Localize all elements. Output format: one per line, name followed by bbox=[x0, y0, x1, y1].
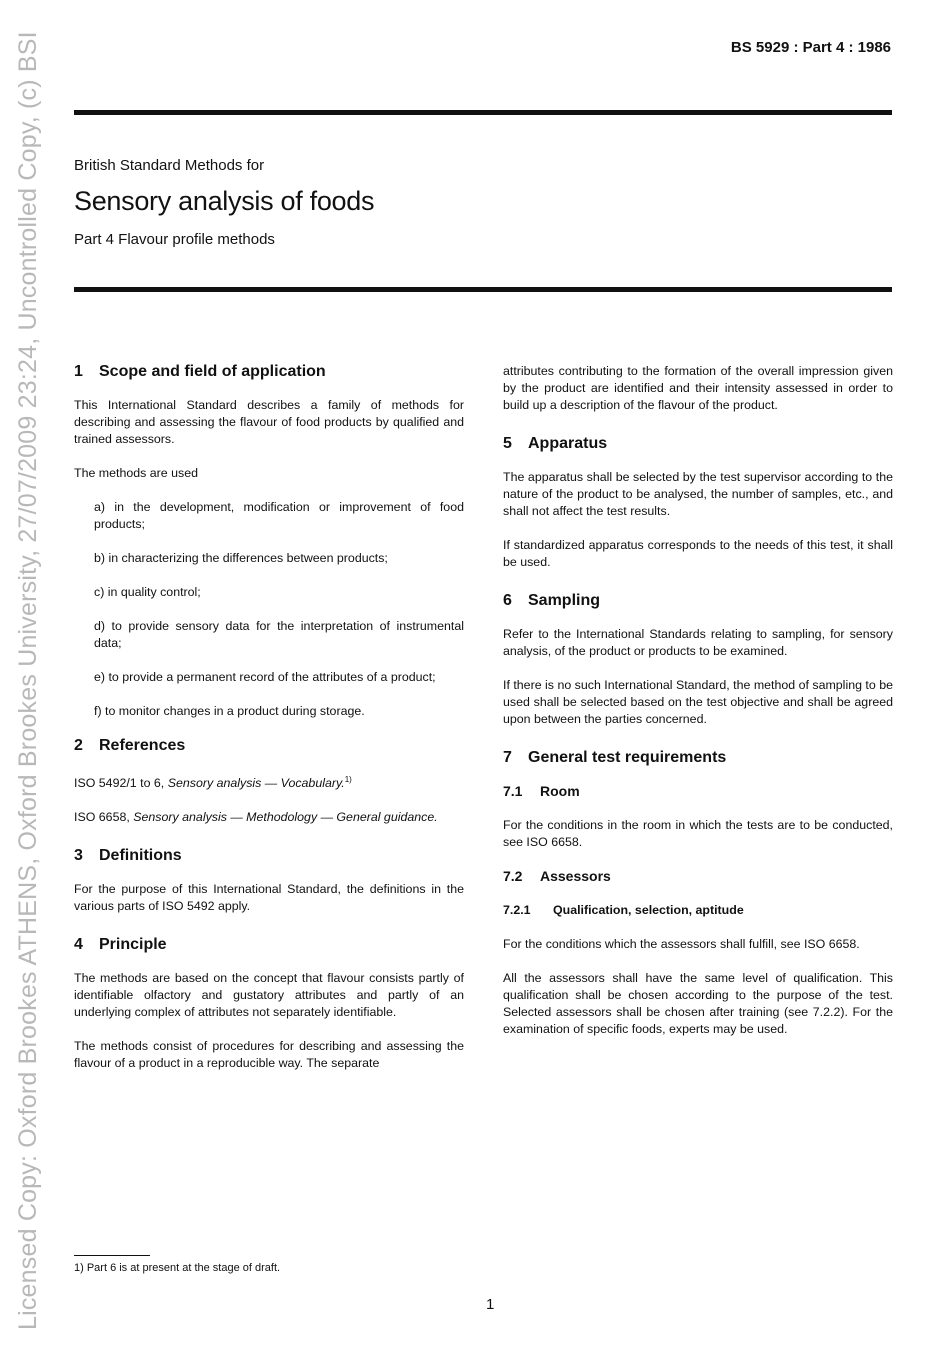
list-item: b) in characterizing the differences between products; bbox=[94, 551, 388, 565]
section-6-heading: 6 Sampling bbox=[503, 592, 601, 609]
section-3-paragraph: For the purpose of this International Standard, the definitions in the various parts of ISO 5492 apply. bbox=[74, 882, 464, 914]
section-5-paragraph-1: The apparatus shall be selected by the test supervisor according to the nature of the product to be analysed, the number of samples, etc., and shall not affect the test results. bbox=[503, 470, 893, 518]
section-4-paragraph-2-continued: attributes contributing to the formation of the overall impression given by the product are identified and their intensity assessed in order to build up a description of the flavour of the product. bbox=[503, 364, 893, 412]
standard-reference: BS 5929 : Part 4 : 1986 bbox=[730, 39, 891, 56]
section-1-intro: The methods are used bbox=[74, 466, 198, 480]
title-prefix: British Standard Methods for bbox=[74, 157, 265, 174]
list-item: a) in the development, modification or improvement of food products; bbox=[94, 500, 464, 531]
section-4-paragraph-2: The methods consist of procedures for describing and assessing the flavour of a product in a reproducible way. The separate bbox=[74, 1039, 464, 1071]
section-1-paragraph: This International Standard describes a family of methods for describing and assessing the flavour of food products by qualified and trained assessors. bbox=[74, 398, 464, 446]
section-7-2-1-paragraph-1: For the conditions which the assessors shall fulfill, see ISO 6658. bbox=[503, 937, 860, 951]
section-4-heading: 4 Principle bbox=[74, 936, 167, 954]
footnote: 1) Part 6 is at present at the stage of draft. bbox=[74, 1262, 281, 1274]
section-5-heading: 5 Apparatus bbox=[503, 435, 608, 452]
list-item: c) in quality control; bbox=[94, 585, 201, 599]
section-4-paragraph-1: The methods are based on the concept that flavour consists partly of identifiable olfactory and gustatory attributes and partly of an underlying complex of attributes not separately identifiable. bbox=[74, 971, 464, 1020]
section-7-1-heading: 7.1 Room bbox=[503, 783, 580, 799]
page-number: 1 bbox=[486, 1296, 495, 1313]
section-3-heading: 3 Definitions bbox=[74, 847, 182, 865]
section-2-heading: 2 References bbox=[74, 737, 186, 754]
section-5-paragraph-2: If standardized apparatus corresponds to the needs of this test, it shall be used. bbox=[503, 538, 893, 569]
top-rule bbox=[74, 110, 892, 115]
list-item: d) to provide sensory data for the interpretation of instrumental data; bbox=[94, 619, 464, 650]
reference-iso-6658: ISO 6658, Sensory analysis — Methodology — General guidance. bbox=[74, 810, 438, 825]
left-column bbox=[74, 363, 464, 1089]
list-item: f) to monitor changes in a product during storage. bbox=[94, 704, 365, 718]
document-subtitle: Part 4 Flavour profile methods bbox=[74, 231, 275, 248]
title-block bbox=[74, 157, 874, 248]
title-bottom-rule bbox=[74, 287, 892, 292]
footnote-rule bbox=[74, 1255, 150, 1256]
section-7-2-1-paragraph-2: All the assessors shall have the same level of qualification. This qualification shall be chosen according to the purpose of the test. Selected assessors shall be chosen after training (see 7.2.2). For the examination of specific foods, experts may be used. bbox=[503, 971, 893, 1036]
license-watermark: Licensed Copy: Oxford Brookes ATHENS, Oxford Brookes University, 27/07/2009 23:24, Uncontrolled Copy, (c) BSI bbox=[14, 31, 42, 1330]
uses-list bbox=[74, 499, 464, 720]
section-7-2-1-heading: 7.2.1 Qualification, selection, aptitude bbox=[503, 903, 744, 917]
section-7-2-heading: 7.2 Assessors bbox=[503, 868, 611, 884]
section-7-1-paragraph: For the conditions in the room in which the tests are to be conducted, see ISO 6658. bbox=[503, 818, 893, 849]
section-6-paragraph-2: If there is no such International Standard, the method of sampling to be used shall be selected based on the test objective and shall be agreed upon between the parties concerned. bbox=[503, 678, 893, 726]
reference-iso-5492: ISO 5492/1 to 6, Sensory analysis — Vocabulary.$^{1)}$ bbox=[74, 775, 352, 791]
list-item: e) to provide a permanent record of the attributes of a product; bbox=[94, 670, 436, 684]
section-1-heading: 1 Scope and field of application bbox=[74, 363, 326, 380]
right-column bbox=[503, 363, 893, 1055]
section-6-paragraph-1: Refer to the International Standards relating to sampling, for sensory analysis, of the product or products to be examined. bbox=[503, 627, 893, 658]
document-title: Sensory analysis of foods bbox=[74, 186, 375, 216]
section-7-heading: 7 General test requirements bbox=[503, 749, 727, 766]
